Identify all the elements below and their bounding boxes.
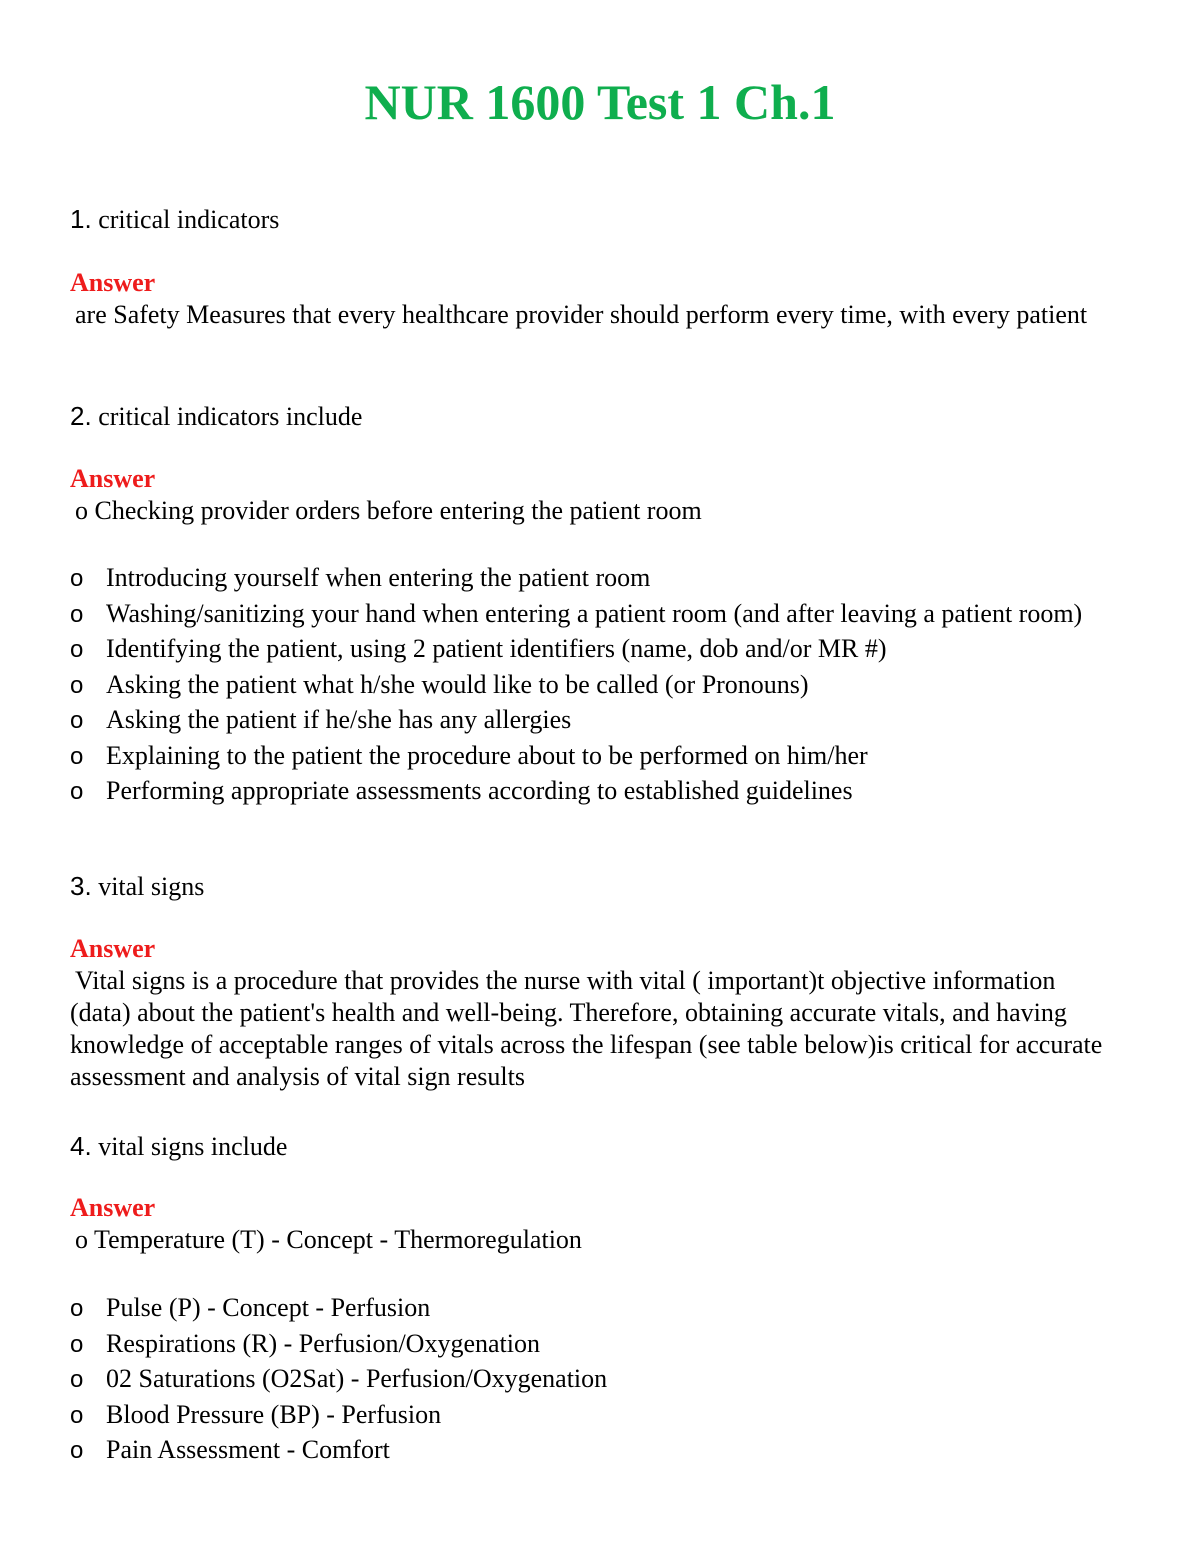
bullet-marker: o: [70, 636, 84, 663]
bullet-marker: o: [70, 1330, 84, 1358]
answer-label: Answer: [70, 934, 156, 963]
bullet-marker: o: [70, 1401, 84, 1429]
list-item: o Explaining to the patient the procedure about to be performed on him/her: [70, 740, 1120, 773]
question-text: vital signs: [98, 872, 205, 901]
list-item: o Asking the patient what h/she would like to be called (or Pronouns): [70, 669, 1120, 702]
question-text: critical indicators include: [98, 402, 363, 431]
question-text: vital signs include: [98, 1132, 288, 1161]
list-item: o Pain Assessment - Comfort: [70, 1434, 1120, 1467]
question-2: [70, 400, 362, 433]
question-1: [70, 203, 279, 236]
bullet-marker: o: [70, 565, 84, 592]
question-number: 4.: [70, 1131, 92, 1161]
list-item: o Identifying the patient, using 2 patient identifiers (name, dob and/or MR #): [70, 633, 1120, 666]
question-3: [70, 870, 204, 903]
question-number: 1.: [70, 204, 92, 234]
bullet-marker: o: [70, 1295, 84, 1322]
list-item: o Washing/sanitizing your hand when entering a patient room (and after leaving a patient room): [70, 598, 1120, 631]
list-item: o Asking the patient if he/she has any allergies: [70, 704, 1120, 737]
list-item: o Respirations (R) - Perfusion/Oxygenation: [70, 1328, 1120, 1361]
question-number: 3.: [70, 871, 92, 901]
bullet-list: [70, 562, 1120, 811]
answer-label: Answer: [70, 268, 156, 297]
answer-text: are Safety Measures that every healthcare provider should perform every time, with every patient: [75, 300, 1088, 329]
list-item: o 02 Saturations (O2Sat) - Perfusion/Oxygenation: [70, 1363, 1120, 1396]
list-item: o Blood Pressure (BP) - Perfusion: [70, 1399, 1120, 1432]
answer-label: Answer: [70, 464, 156, 493]
answer-label: Answer: [70, 1193, 156, 1222]
question-number: 2.: [70, 401, 92, 431]
bullet-marker: o: [70, 671, 84, 699]
bullet-marker: o: [70, 1437, 84, 1464]
answer-text: o Checking provider orders before entering the patient room: [75, 496, 702, 525]
bullet-marker: o: [70, 778, 84, 805]
answer-text: o Temperature (T) - Concept - Thermoregulation: [75, 1225, 582, 1254]
bullet-marker: o: [70, 600, 84, 628]
answer-text: Vital signs is a procedure that provides the nurse with vital ( important)t objective information (data) about the patient's health and well-being. Therefore, obtaining accurate vitals, and having knowledge of acceptable ranges of vitals across the lifespan (see table below)is critical for accurate assessment and analysis of vital sign results: [70, 966, 1103, 1091]
question-text: critical indicators: [98, 205, 280, 234]
list-item: o Introducing yourself when entering the patient room: [70, 562, 1120, 595]
bullet-marker: o: [70, 742, 84, 770]
bullet-marker: o: [70, 1366, 84, 1393]
bullet-marker: o: [70, 707, 84, 734]
page-title: NUR 1600 Test 1 Ch.1: [364, 74, 836, 130]
list-item: o Pulse (P) - Concept - Perfusion: [70, 1292, 1120, 1325]
question-4: [70, 1130, 287, 1163]
list-item: o Performing appropriate assessments according to established guidelines: [70, 775, 1120, 808]
bullet-list: [70, 1292, 1120, 1470]
